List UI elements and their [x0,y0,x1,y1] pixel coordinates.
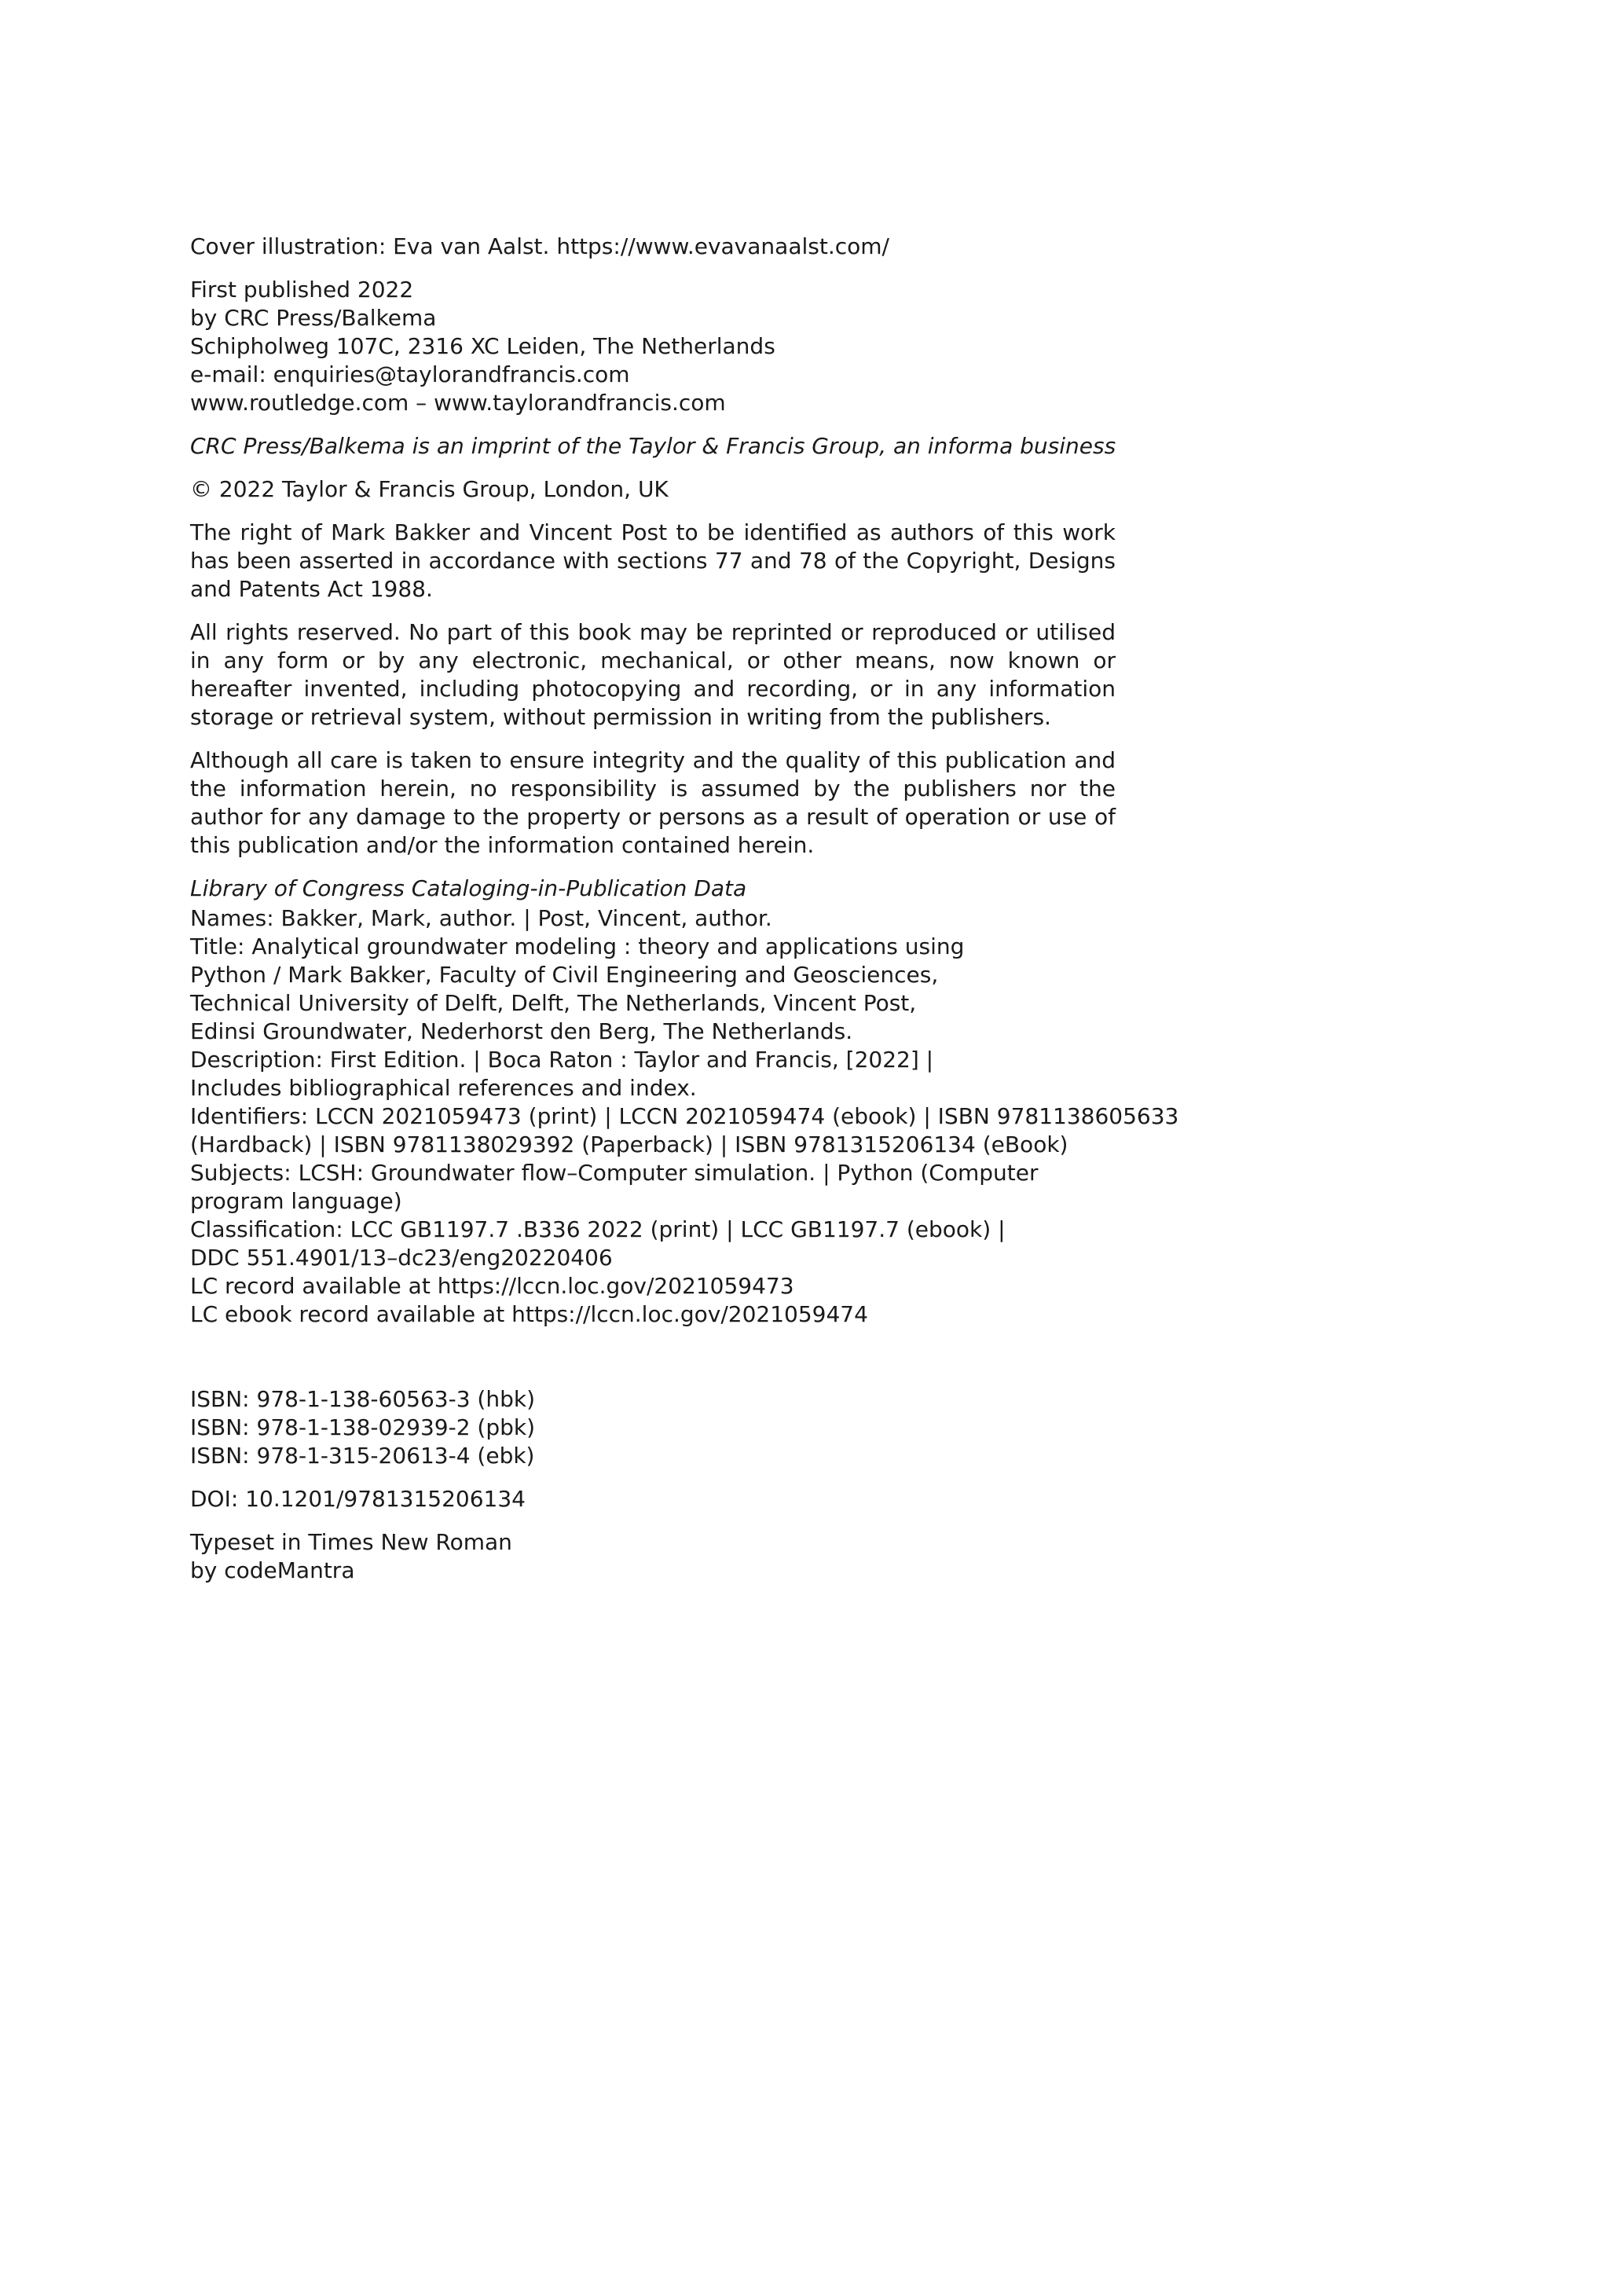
cip-line: (Hardback) | ISBN 9781138029392 (Paperback) | ISBN 9781315206134 (eBook) [190,1131,1068,1157]
cover-illustration-text: Cover illustration: Eva van Aalst. https://www.evavanaalst.com/ [190,233,889,259]
doi-text: DOI: 10.1201/9781315206134 [190,1486,526,1512]
publisher-address: Schipholweg 107C, 2316 XC Leiden, The Netherlands [190,333,775,359]
imprint-note-text: CRC Press/Balkema is an imprint of the Taylor & Francis Group, an informa business [190,433,1116,459]
cip-line: Identifiers: LCCN 2021059473 (print) | LCCN 2021059474 (ebook) | ISBN 9781138605633 [190,1103,1179,1129]
first-published-line: First published 2022 [190,277,414,303]
cip-line: LC record available at https://lccn.loc.gov/2021059473 [190,1273,794,1299]
cip-line: Names: Bakker, Mark, author. | Post, Vincent, author. [190,905,772,931]
isbn-line: ISBN: 978-1-138-02939-2 (pbk) [190,1414,536,1440]
cip-line: Title: Analytical groundwater modeling : theory and applications using [190,933,965,959]
cip-line: Description: First Edition. | Boca Raton : Taylor and Francis, [2022] | [190,1047,934,1073]
publisher-websites: www.routledge.com – www.taylorandfrancis.com [190,390,726,416]
copyright-text: © 2022 Taylor & Francis Group, London, UK [190,476,669,502]
cip-line: Python / Mark Bakker, Faculty of Civil Engineering and Geosciences, [190,962,939,988]
disclaimer-paragraph: Although all care is taken to ensure integrity and the quality of this publication and the information herein, no responsibility is assumed by the publishers nor the author for any damage to the property or persons as a result of operation or use of this publication and/or the information contained herein. [190,747,1116,858]
cip-line: Edinsi Groundwater, Nederhorst den Berg, The Netherlands. [190,1018,853,1044]
publication-info [190,276,1116,417]
cip-line: Subjects: LCSH: Groundwater flow–Computer simulation. | Python (Computer [190,1160,1039,1186]
imprint-note [190,432,1116,460]
rights-reserved-paragraph: All rights reserved. No part of this book may be reprinted or reproduced or utilised in any form or by any electronic, mechanical, or other means, now known or hereafter invented, including photocopying and recording, or in any information storage or retrieval system, without permission in writing from the publishers. [190,619,1116,730]
cip-heading: Library of Congress Cataloging-in-Publication Data [190,875,747,901]
cip-line: program language) [190,1188,402,1214]
isbn-line: ISBN: 978-1-315-20613-4 (ebk) [190,1443,535,1469]
page-content [190,233,1179,1600]
section-spacer [190,1344,1116,1385]
typesetter-line: by codeMantra [190,1557,355,1583]
cip-line: Technical University of Delft, Delft, The Netherlands, Vincent Post, [190,990,917,1016]
cip-line: DDC 551.4901/13–dc23/eng20220406 [190,1245,613,1271]
cip-data [190,875,1179,1329]
isbn-line: ISBN: 978-1-138-60563-3 (hbk) [190,1386,536,1412]
cover-illustration-credit [190,233,1116,261]
isbn-list [190,1385,1116,1470]
author-rights-paragraph: The right of Mark Bakker and Vincent Post to be identified as authors of this work has been asserted in accordance with sections 77 and 78 of the Copyright, Designs and Patents Act 1988. [190,519,1116,602]
typeset-info [190,1528,1116,1585]
cip-line: LC ebook record available at https://lccn.loc.gov/2021059474 [190,1301,868,1327]
cip-line: Classification: LCC GB1197.7 .B336 2022 (print) | LCC GB1197.7 (ebook) | [190,1216,1006,1242]
cip-line: Includes bibliographical references and index. [190,1075,697,1101]
doi [190,1485,1116,1513]
copyright-notice [190,475,1116,504]
publisher-email: e-mail: enquiries@taylorandfrancis.com [190,361,630,387]
typeset-line: Typeset in Times New Roman [190,1529,512,1555]
publisher-line: by CRC Press/Balkema [190,305,437,331]
